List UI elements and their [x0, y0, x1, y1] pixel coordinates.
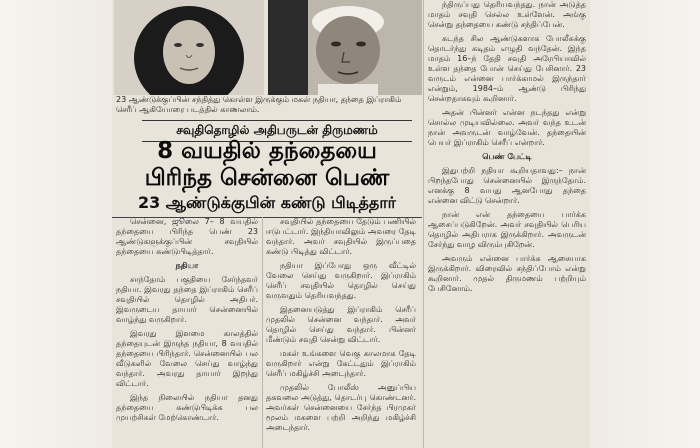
paragraph: சவுதியில் தந்தையை தேடும் பணியில் ஈடுபட்டார். இந்தியாவிலும் அவரை தேடி வந்தார். அவர் சவுதியில் இருப்பதை கண்டு பிடித்து விட்டார்.	[266, 217, 416, 256]
photo-caption: 23 ஆண்டுக்குப்பின் சந்தித்து கொள்ள இருக்கும் மகள் நதியா, தந்தை இப்ராகிம் செரீப் ஆகியோரை படத்தில் காணலாம்.	[116, 95, 402, 114]
paragraph: இவரது இளமை காலத்தில் தந்தையுடன் இருந்த நதியா, 8 வயதில் தந்தையை பிரிந்தார். சென்னையில் பல வீடுகளில் வேலை செய்து வாழ்ந்து வந்தார். அவரது தாயார் இறந்து விட்டார்.	[116, 329, 258, 388]
paragraph: சென்னை, ஜூலை 7– 8 வயதில் தந்தையை பிரிந்த பெண் 23 ஆண்டுகளுக்குப்பின் சவுதியில் தந்தையை கண்டுபிடித்தார்.	[116, 217, 258, 256]
newspaper-clipping	[112, 0, 590, 448]
column-3	[428, 0, 586, 448]
subheadline: 23 ஆண்டுக்குபின் கண்டு பிடித்தார்	[112, 193, 422, 218]
column-divider	[423, 0, 424, 448]
column-subheading: நதியா	[175, 261, 199, 270]
photo-daughter	[114, 0, 264, 95]
headline-line-1: 8 வயதில் தந்தையை	[157, 138, 377, 164]
photo-row	[112, 0, 422, 95]
column-2	[266, 217, 416, 448]
paragraph: நான் என் தந்தையை பார்க்க ஆசைப்படுகிறேன். அவர் சவுதியில் பெரிய தொழில் அதிபராக இருக்கிறார். அவருடன் சேர்ந்து வாழ விரும்புகிறேன்.	[428, 210, 586, 249]
photo-father	[268, 0, 422, 95]
paragraph: கடந்த சில ஆண்டுகளாக போலீசுக்கு தொடர்ந்து கடிதம் எழுதி வந்தேன். இந்த மாதம் 16–ந் தேதி சவுதி அரேபியாவில் உள்ள தந்தை போன் செய்து பேசினார். 23 வருடம் என்னை பார்க்காமல் இருந்தார் என்றும், 1984–ம் ஆண்டு பிரிந்து சென்றதாகவும் கூறினார்.	[428, 34, 586, 103]
right-margin	[590, 0, 700, 448]
column-1	[116, 217, 258, 448]
paragraph: இதுபற்றி நதியா கூறியதாவது:– நான் பிறந்தபோது சென்னையில் இருந்தோம். எனக்கு 8 வயது ஆனபோது தந்தை என்னை விட்டு சென்றார்.	[428, 166, 586, 205]
paragraph: இந்த நிலையில் நதியா தனது தந்தையை கண்டுபிடிக்க பல முயற்சிகள் மேற்கொண்டார்.	[116, 393, 258, 422]
column-divider	[262, 217, 263, 448]
paragraph: இதனையடுத்து இப்ராகிம் செரீப் முதலில் சென்னை வந்தார். அவர் தொழில் செய்து வந்தார். பின்னர் மீண்டும் சவுதி சென்று விட்டார்.	[266, 305, 416, 344]
paragraph: நதியா இப்போது ஒரு வீட்டில் வேலை செய்து வருகிறார். இப்ராகிம் செரீப் சவுதியில் தொழில் செய்து வருவதும் தெரியவந்தது.	[266, 261, 416, 300]
left-margin	[0, 0, 112, 448]
paragraph: அவரும் என்னை பார்க்க ஆசையாக இருக்கிறார். விரைவில் சந்திப்போம் என்று கூறினார். முதல் திருமணம் பற்றியும் பேசினோம்.	[428, 254, 586, 293]
paragraph: மகள் உங்களை வெகு காலமாக தேடி வருகிறார் என்று கேட்டதும் இப்ராகிம் செரீப் மகிழ்ச்சி அடைந்தார்.	[266, 349, 416, 378]
paragraph: அதன் பின்னர் என்ன நடந்தது என்று சொல்ல முடியவில்லை. அவர் வந்த உடன் நான் அவருடன் வாழ்வேன். தந்தையின் பெயர் இப்ராகிம் செரீப் என்றார்.	[428, 108, 586, 147]
paragraph: முதலில் போலீஸ் அனுப்பிய தகவலை அடுத்து, தொடர்பு கொண்டனர். அவர்கள் சென்னையை சேர்ந்த பிரமுகர் மூலம் மகளை பற்றி அறிந்து மகிழ்ச்சி அடைந்தார்.	[266, 383, 416, 432]
paragraph: ந்திருப்பது தெரியவந்தது. நான் அடுத்த மாதம் சவுதி செல்ல உள்ளேன். அங்கு சென்று தந்தையை கண்டு சந்திப்பேன்.	[428, 0, 586, 29]
paragraph: சாந்தோம் பகுதியை சேர்ந்தவர் நதியா. இவரது தந்தை இப்ராகிம் செரீப் சவுதியில் தொழில் அதிபர். இவருடைய தாயார் சென்னையில் வாழ்ந்து வருகிறார்.	[116, 275, 258, 324]
kicker: சவுதிதொழில் அதிபருடன் திருமணம்	[142, 120, 412, 142]
headline	[112, 138, 422, 192]
headline-line-2: பிரிந்த சென்னை பெண்	[144, 165, 390, 191]
column-subheading: பெண் பேட்டி	[482, 152, 532, 161]
